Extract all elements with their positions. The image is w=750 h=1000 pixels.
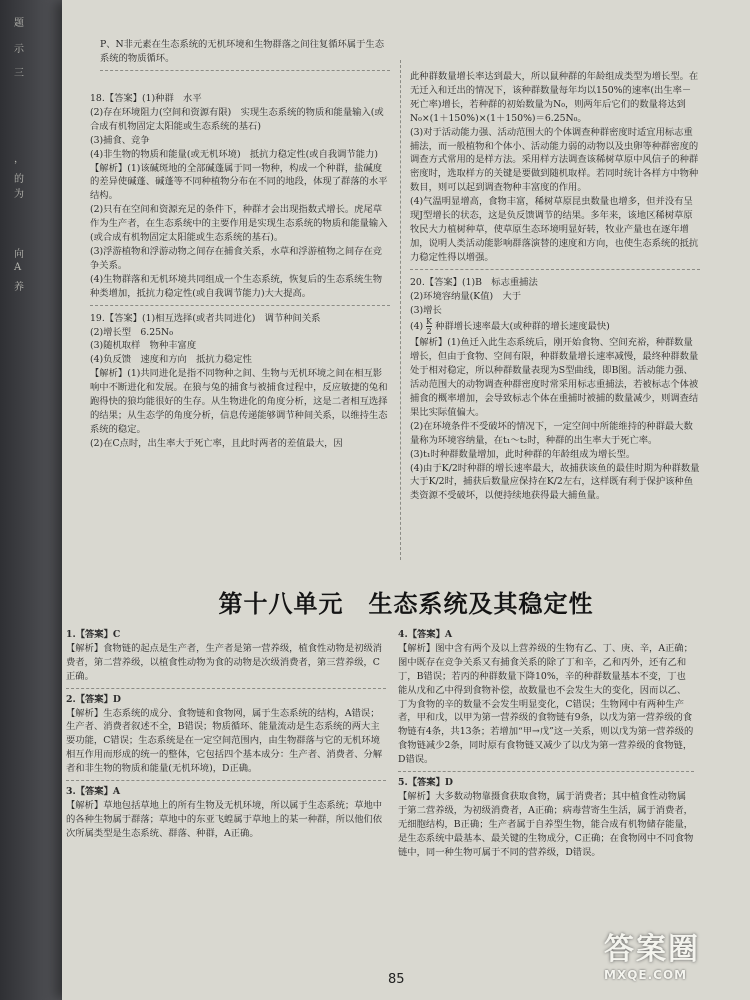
answer-line: (2)增长型 6.25N₀: [90, 326, 173, 338]
answer-label: 3.【答案】A: [66, 786, 121, 798]
analysis-line: (3)浮游植物和浮游动物之间存在捕食关系，水草和浮游植物之间存在竞争关系。: [90, 245, 383, 271]
answer-block-5: [398, 776, 694, 859]
analysis-line: 【解析】(1)鱼迁入此生态系统后，刚开始食物、空间充裕，种群数量增长，但由于食物、空间有限，种群数量增长速率减慢，最终种群数量处于相对稳定，所以种群数量表现为S型曲线，即B图。活动能力强、活动范围大的动物调查种群密度时常采用标志重捕法，若被标志个体被捕食的概率增加，会导致标志个体在重捕时被捕的数量减少，则调查结果比实际值偏大。: [410, 337, 699, 418]
answer-line: (3)增长: [410, 304, 442, 316]
watermark-text: 答案圈: [604, 932, 700, 967]
answer-label: 5.【答案】D: [398, 777, 453, 789]
answer-line: 20.【答案】(1)B 标志重捕法: [410, 276, 538, 288]
column-divider: [400, 60, 401, 560]
margin-char: 养: [14, 282, 24, 293]
analysis-line: (4)生物群落和无机环境共同组成一个生态系统，恢复后的生态系统生物种类增加，抵抗力稳定性(或自我调节能力)大大提高。: [90, 273, 383, 299]
answer-label: 4.【答案】A: [398, 629, 453, 640]
analysis-text: 【解析】图中含有两个及以上营养级的生物有乙、丁、庚、辛，A正确；图中既存在竞争关系又有捕食关系的除了丁和辛，乙和丙外，还有乙和丁，B错误；若丙的种群数量下降10%，辛的种群数量基本不变，丁也能从戊和乙中得到食物补偿，故数量也不会发生大的变化，因而以乙、丁为食物的辛的数量不会发生明显变化，C错误；生物网中有两种生产者，甲和戊，以甲为第一营养级的食物链有9条，以戊为第一营养级的食物链有4条，共13条；若增加“甲→戊”这一关系，则以戊为第一营养级的食物链减少2条，同时原有食物链又减少了以戊为第一营养级的食物链，D错误。: [398, 642, 694, 766]
bottom-right-column: [398, 628, 694, 860]
answer-label: 2.【答案】D: [66, 693, 121, 705]
analysis-text: 【解析】大多数动物靠摄食获取食物，属于消费者；其中植食性动物属于第二营养级，为初级消费者，A正确；病毒营寄生生活，属于消费者，无细胞结构，B正确；生产者属于自养型生物，能合成有机物储存能量，是生态系统中最基本、最关键的生物成分，C正确；在食物网中不同食物链中，同一种生物可属于不同的营养级，D错误。: [398, 790, 694, 858]
analysis-line: (2)只有在空间和资源充足的条件下，种群才会出现指数式增长。虎尾草作为生产者，在生态系统中的主要作用是实现生态系统的物质和能量输入(或合成有机物固定太阳能或生态系统的基石)。: [90, 204, 388, 244]
answer-line: (4)负反馈 速度和方向 抵抗力稳定性: [90, 354, 252, 366]
answer-prefix: (4): [410, 321, 424, 333]
analysis-line: 【解析】(1)该碱斑地的全部碱蓬属于同一物种，构成一个种群，盐碱度的差异使碱蓬、碱蓬等不同种植物分布在不同的地段，体现了群落的水平结构。: [90, 162, 388, 202]
answer-suffix: 种群增长速率最大(或种群的增长速度最快): [435, 321, 610, 333]
answer-block-3: [66, 785, 386, 841]
margin-char: 的: [14, 174, 24, 185]
answer-line: (2)存在环境阻力(空间和资源有限) 实现生态系统的物质和能量输入(或合成有机物固定太阳能或生态系统的基石): [90, 106, 384, 132]
answer-block-4: [398, 628, 694, 772]
answer-label: 1.【答案】C: [66, 629, 121, 640]
analysis-line: (3)t₁时种群数量增加，此时种群的年龄组成为增长型。: [410, 448, 636, 460]
analysis-line: 【解析】(1)共同进化是指不同物种之间、生物与无机环境之间在相互影响中不断进化和发展。在狼与兔的捕食与被捕食过程中，反应敏捷的兔和跑得快的狼均能很好的生存。从生物进化的角度分析，这是二者相互选择的结果；从生态学的角度分析，信息传递能够调节种间关系，以维持生态系统的稳定。: [90, 368, 388, 435]
answer-block-2: [66, 693, 386, 781]
analysis-line: (2)在C点时，出生率大于死亡率，且此时两者的差值最大，因: [90, 437, 343, 449]
margin-char: 示: [14, 44, 24, 55]
watermark-logo: [604, 924, 700, 982]
analysis-line: (3)对于活动能力强、活动范围大的个体调查种群密度时适宜用标志重捕法，而一般植物和个体小、活动能力弱的动物以及虫卵等种群密度的调查方式常用的是样方法。采用样方法调查该稀树草原中风信子的种群密度时，选取样方的关键是要做到随机取样。若同时统计各样方中物种数目，则可以起到调查物种丰富度的作用。: [410, 126, 699, 194]
answer-line: 18.【答案】(1)种群 水平: [90, 93, 202, 104]
bottom-left-column: [66, 628, 386, 841]
analysis-line: (4)由于K/2时种群的增长速率最大，故捕获该鱼的最佳时期为种群数量大于K/2时，捕获后数量应保持在K/2左右，这样既有利于保护该种鱼类资源不受破坏，以便持续地获得最大捕鱼量。: [410, 462, 700, 502]
unit-title: 第十八单元 生态系统及其稳定性: [218, 590, 594, 618]
adjacent-page-edge: [0, 0, 62, 1000]
answer-line: (3)捕食、竞争: [90, 134, 150, 146]
top-continuation: [100, 38, 390, 71]
analysis-text: 【解析】食物链的起点是生产者，生产者是第一营养级，植食性动物是初级消费者，第二营养级，以植食性动物为食的动物是次级消费者，第三营养级，C正确。: [66, 642, 383, 682]
answer-block-1: [66, 628, 386, 689]
margin-char: 题: [14, 18, 24, 29]
analysis-line: 此种群数量增长率达到最大，所以鼠种群的年龄组成类型为增长型。在无迁入和迁出的情况下，该种群数量每年均以150%的速率(出生率－死亡率)增长，若种群的初始数量为N₀，则两年后它们的数量将达到N₀×(1＋150%)×(1＋150%)＝6.25N₀。: [410, 71, 699, 124]
answer-line: [410, 317, 700, 336]
answer-line: 19.【答案】(1)相互选择(或者共同进化) 调节种间关系: [90, 312, 321, 324]
watermark-url: MXQE.COM: [604, 968, 688, 982]
analysis-text: 【解析】生态系统的成分、食物链和食物网，属于生态系统的结构，A错误；生产者、消费者叙述不全，B错误；物质循环、能量流动是生态系统的两大主要功能，C错误；生态系统是在一定空间范围内，由生物群落与它的无机环境相互作用而形成的统一的整体，它包括四个基本成分：生产者、消费者、分解者和非生物的物质和能量(无机环境)，D正确。: [66, 707, 383, 775]
answer-line: (3)随机取样 物种丰富度: [90, 340, 197, 352]
answer-block-18: [90, 92, 390, 306]
answer-block-19: [90, 312, 390, 451]
margin-char: ，: [14, 154, 24, 165]
analysis-text: 【解析】草地包括草地上的所有生物及无机环境，所以属于生态系统；草地中的各种生物属于群落；草地中的东亚飞蝗属于草地上的某一种群，所以他们依次所属类型是生态系统、群落、种群，A正确。: [66, 799, 383, 839]
fraction-denominator: 2: [426, 327, 432, 337]
margin-char: 为: [14, 189, 24, 200]
analysis-line: (2)在环境条件不受破坏的情况下，一定空间中所能维持的种群最大数量称为环境容纳量，在t₁～t₂时，种群的出生率大于死亡率。: [410, 420, 693, 446]
answer-block-20: [410, 276, 700, 504]
margin-char: 向: [14, 249, 24, 260]
answer-line: (2)环境容纳量(K值) 大于: [410, 290, 522, 302]
margin-char: A: [14, 262, 22, 273]
margin-char: 三: [14, 68, 24, 79]
page-number: 85: [388, 972, 405, 987]
fraction-k-over-2: [426, 317, 432, 336]
left-column: [90, 92, 390, 451]
fraction-numerator: K: [426, 317, 433, 327]
answer-line: (4)非生物的物质和能量(或无机环境) 抵抗力稳定性(或自我调节能力): [90, 148, 378, 160]
analysis-line: (4)气温明显增高，食物丰富，稀树草原昆虫数量也增多，但并没有呈现J型增长的状态，这是负反馈调节的结果。多年来，该地区稀树草原牧民大力植树种草，使草原生态环境明显好转，牧业产量也在逐年增加，说明人类活动能影响群落演替的速度和方向，也使生态系统的抵抗力稳定性得以增强。: [410, 196, 699, 263]
right-column: [410, 70, 700, 503]
answer-block-19-cont: [410, 70, 700, 270]
continuation-text: P、N非元素在生态系统的无机环境和生物群落之间往复循环属于生态系统的物质循环。: [100, 38, 390, 71]
